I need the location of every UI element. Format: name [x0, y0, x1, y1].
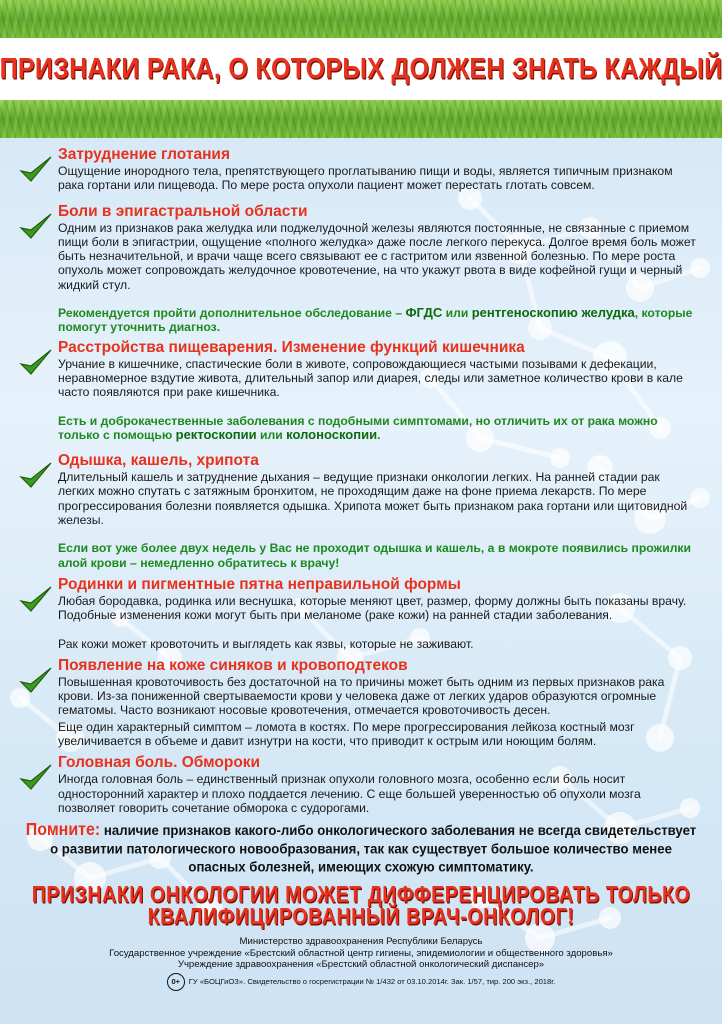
section-bruises: [0, 657, 722, 748]
legal-text: ГУ «БОЦГиОЗ». Свидетельство о госрегистрации № 1/432 от 03.10.2014г. Зак. 1/57, тир. 200 экз., 2018г.: [188, 976, 556, 986]
section-headache: [0, 754, 722, 815]
section-digestion: [0, 339, 722, 442]
section-text: Любая бородавка, родинка или веснушка, которые меняют цвет, размер, форму должны быть показаны врачу. Подобные изменения кожи могут быть при меланоме (раке кожи) на ранней стадии заболевания.: [58, 593, 687, 623]
footer-line: Министерство здравоохранения Республики Беларусь: [239, 936, 483, 948]
section-text: Повышенная кровоточивость без достаточной на то причины может быть одним из первых признаков рака крови. Из-за пониженной свертываемости крови у человека даже от легких ударов образуются огромные гематомы. Часто возникают носовые кровотечения, отмечается кровоточивость десен.: [58, 674, 665, 718]
checkmark-icon: [18, 347, 54, 379]
footer-line: Государственное учреждение «Брестский областной центр гигиены, эпидемиологии и общественного здоровья»: [109, 947, 613, 959]
exam-name: рентгеноскопию желудка: [471, 305, 635, 321]
exam-name: колоноскопии: [286, 426, 378, 442]
section-title: Затруднение глотания: [58, 146, 230, 163]
grass-strip-top: [0, 0, 722, 38]
section-text: Иногда головная боль – единственный признак опухоли головного мозга, особенно если боль носит односторонний характер и плохо поддается лечению. С еще большей уверенностью об опухоли мозга позволяет говорить сочетание обморока с судорогами.: [58, 772, 641, 815]
section-title: Расстройства пищеварения. Изменение функций кишечника: [58, 338, 525, 356]
checkmark-icon: [18, 665, 54, 697]
section-epigastric: [0, 203, 722, 335]
legal-line: [0, 973, 722, 991]
recommendation: Есть и доброкачественные заболевания с подобными симптомами, но отличить их от рака можно только с помощью ректоскопии или колоноскопии.: [58, 413, 658, 442]
section-title: Одышка, кашель, хрипота: [58, 452, 259, 470]
section-text: Рак кожи может кровоточить и выглядеть как язвы, которые не заживают.: [58, 636, 474, 651]
checkmark-icon: [18, 762, 54, 794]
section-text: Еще один характерный симптом – ломота в костях. По мере прогрессирования лейкоза костный мозг увеличивается в объеме и давит изнутри на кости, что приводит к острым или ноющим болям.: [58, 719, 635, 749]
checkmark-icon: [18, 584, 54, 616]
content: [0, 146, 722, 991]
checkmark-icon: [18, 154, 54, 186]
checkmark-icon: [18, 460, 54, 492]
section-title: Головная боль. Обмороки: [58, 754, 261, 772]
section-swallowing: [0, 146, 722, 193]
section-title: Появление на коже синяков и кровоподтеков: [58, 656, 408, 674]
section-title: Боли в эпигастральной области: [58, 202, 308, 220]
section-text: Урчание в кишечнике, спастические боли в животе, сопровождающиеся частыми позывами к дефекации, неравномерное вздутие живота, длительный запор или диарея, следы или заметное количество крови в кале часто появляются при раке кишечника.: [58, 356, 683, 400]
final-line: КВАЛИФИЦИРОВАННЫЙ ВРАЧ-ОНКОЛОГ!: [147, 904, 575, 931]
final-callout: [0, 882, 722, 931]
recommendation: Если вот уже более двух недель у Вас не проходит одышка и кашель, а в мокроте появились прожилки алой крови – немедленно обратитесь к врачу!: [58, 541, 692, 570]
section-text: Одним из признаков рака желудка или поджелудочной железы являются постоянные, не связанные с приемом пищи боли в эпигастрии, ощущение «полного желудка» даже после легкого перекуса. Долгое время боль может быть незначительной, и врачи чаще всего связывают ее с гастритом или язвенной болезнью. По мере роста опухоль может сопровождать желудочное кровотечение, на что укажут рвота в виде кофейной гущи и черный жидкий стул.: [58, 220, 696, 292]
age-rating-badge: 0+: [167, 973, 185, 991]
recommendation: Рекомендуется пройти дополнительное обследование – ФГДС или рентгеноскопию желудка, которые помогут уточнить диагноз.: [58, 305, 693, 335]
footer-line: Учреждение здравоохранения «Брестский областной онкологический диспансер»: [177, 959, 545, 971]
footer: [0, 936, 722, 991]
page-title: ПРИЗНАКИ РАКА, О КОТОРЫХ ДОЛЖЕН ЗНАТЬ КАЖДЫЙ: [0, 52, 722, 85]
remember-note: Помните: наличие признаков какого-либо онкологического заболевания не всегда свидетельствует о развитии патологического новообразования, так как существует большое количество менее опасных болезней, имеющих схожую симптоматику.: [25, 821, 697, 876]
grass-strip-bottom: [0, 100, 722, 138]
section-breathing: [0, 452, 722, 570]
remember-lead: Помните:: [25, 821, 101, 840]
section-moles: [0, 576, 722, 651]
section-title: Родинки и пигментные пятна неправильной формы: [58, 575, 461, 593]
section-text: Ощущение инородного тела, препятствующего проглатыванию пищи и воды, является типичным признаком рака гортани или пищевода. По мере роста опухоли пациент может перестать глотать совсем.: [58, 164, 673, 193]
exam-name: ректоскопии: [175, 426, 257, 442]
header-band: [0, 38, 722, 100]
exam-name: ФГДС: [405, 305, 443, 321]
checkmark-icon: [18, 211, 54, 243]
final-line: ПРИЗНАКИ ОНКОЛОГИИ МОЖЕТ ДИФФЕРЕНЦИРОВАТЬ ТОЛЬКО: [31, 882, 691, 909]
section-text: Длительный кашель и затруднение дыхания – ведущие признаки онкологии легких. На ранней стадии рак легких можно спутать с затяжным бронхитом, не проходящим даже на фоне приема лекарств. По мере прогрессирования болезни появляется одышка. Хрипота может быть признаком рака гортани или щитовидной железы.: [58, 470, 688, 528]
